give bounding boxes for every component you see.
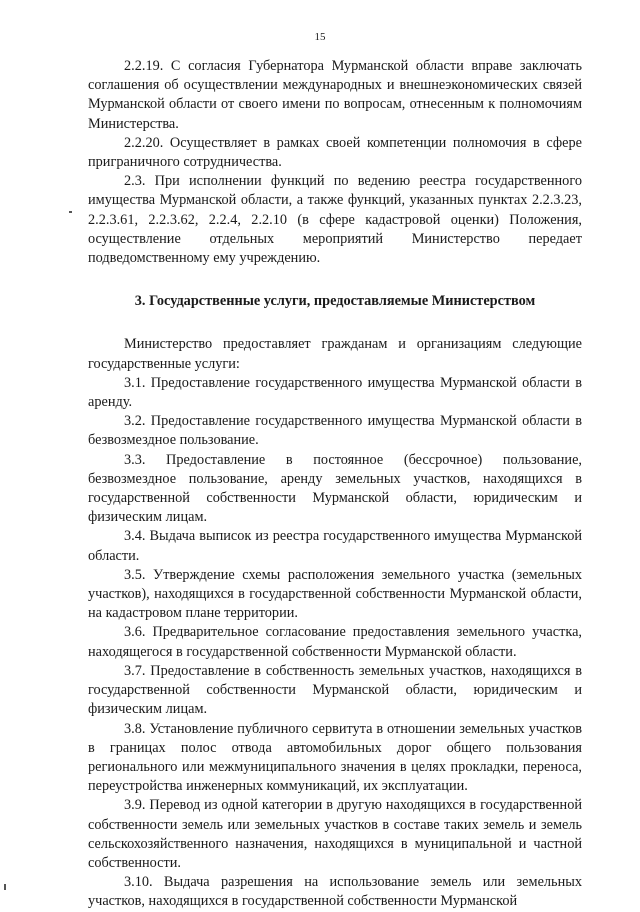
service-item: 3.8. Установление публичного сервитута в отношении земельных участков в границах полос отвода автомобильных дорог общего пользования регионального или межмуниципального значения в целях прокладки, переноса, переустройства инженерных коммуникаций, их эксплуатации. bbox=[88, 720, 582, 795]
service-item: 3.3. Предоставление в постоянное (бессрочное) пользование, безвозмездное пользование, аренду земельных участков, находящихся в государственной собственности Мурманской области, юридическим и физическим лицам. bbox=[88, 451, 582, 526]
section-heading: 3. Государственные услуги, предоставляемые Министерством bbox=[134, 293, 536, 310]
paragraph-2-2-19: 2.2.19. С согласия Губернатора Мурманской области вправе заключать соглашения об осуществлении международных и внешнеэкономических связей Мурманской области от своего имени по вопросам, отнесенным к полномочиям Министерства. bbox=[88, 58, 582, 132]
services-intro: Министерство предоставляет гражданам и организациям следующие государственные услуги: bbox=[88, 336, 582, 372]
service-item: 3.1. Предоставление государственного имущества Мурманской области в аренду. bbox=[88, 374, 582, 411]
service-item: 3.7. Предоставление в собственность земельных участков, находящихся в государственной собственности Мурманской области, юридическим и физическим лицам. bbox=[88, 662, 582, 718]
service-item: 3.4. Выдача выписок из реестра государственного имущества Мурманской области. bbox=[88, 528, 582, 564]
service-item: 3.5. Утверждение схемы расположения земельного участка (земельных участков), находящихся в государственной собственности Мурманской области, на кадастровом плане территории. bbox=[88, 566, 582, 622]
service-item: 3.6. Предварительное согласование предоставления земельного участка, находящегося в государственной собственности Мурманской области. bbox=[88, 624, 582, 660]
scan-mark-left bbox=[69, 211, 72, 213]
service-item: 3.9. Перевод из одной категории в другую находящихся в государственной собственности земель или земельных участков в составе таких земель и земель сельскохозяйственного назначения, находящихся в муниципальной и частной собственности. bbox=[88, 797, 582, 871]
document-body bbox=[88, 57, 582, 912]
scan-mark-bottom bbox=[4, 884, 6, 890]
service-item: 3.2. Предоставление государственного имущества Мурманской области в безвозмездное пользование. bbox=[88, 413, 582, 449]
page-number: 15 bbox=[314, 31, 326, 43]
service-item: 3.10. Выдача разрешения на использование земель или земельных участков, находящихся в государственной собственности Мурманской bbox=[88, 874, 582, 910]
paragraph-2-3: 2.3. При исполнении функций по ведению реестра государственного имущества Мурманской области, а также функций, указанных пунктах 2.2.3.23, 2.2.3.61, 2.2.3.62, 2.2.4, 2.2.10 (в сфере кадастровой оценки) Положения, осуществление отдельных мероприятий Министерство передает подведомственному ему учреждению. bbox=[88, 173, 582, 267]
paragraph-2-2-20: 2.2.20. Осуществляет в рамках своей компетенции полномочия в сфере приграничного сотрудничества. bbox=[88, 134, 582, 171]
